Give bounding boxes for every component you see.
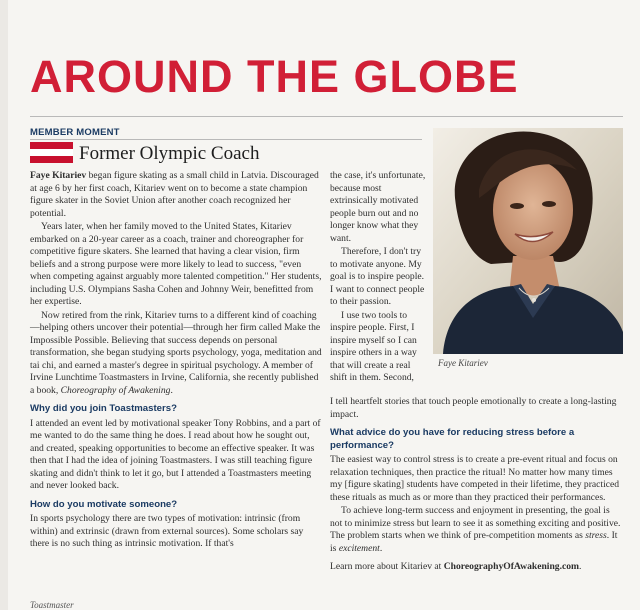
retirement-end: .	[170, 384, 173, 396]
middle-paragraph-3: I use two tools to inspire people. First, I inspire myself so I can inspire others in a way that will create a real shift in them. Second,	[330, 309, 417, 383]
photo-caption: Faye Kitariev	[438, 358, 488, 368]
flag-stripe-top	[30, 142, 73, 149]
emphasis-stress: stress	[585, 530, 607, 541]
middle-column	[330, 170, 426, 386]
question-join-toastmasters: Why did you join Toastmasters?	[30, 403, 177, 414]
continued-paragraph: I tell heartfelt stories that touch people emotionally to create a long-lasting impact.	[330, 396, 617, 420]
answer-stress-2	[330, 505, 623, 555]
section-kicker: MEMBER MOMENT	[30, 127, 120, 138]
page-footer: Toastmaster	[30, 600, 74, 610]
emphasis-excitement: excitement	[338, 542, 380, 554]
flag-stripe-bottom	[30, 156, 73, 163]
answer-motivate: In sports psychology there are two types of motivation: intrinsic (from within) and extrinsic (drawn from external sources). Some scholars say there is no such thing as intrinsic motivation. If that's	[30, 513, 304, 549]
retirement-paragraph	[30, 310, 322, 398]
middle-paragraph-1: the case, it's unfortunate, because most extrinsically motivated people burn out and no longer know what they want.	[330, 170, 426, 244]
retirement-text: Now retired from the rink, Kitariev turns to a different kind of coaching—helping others uncover their potential—through her firm called Make the Impossible Possible. Believing that success depends on personal transformation, she began studying sports psychology, yoga, meditation and tai chi, and earned a master's degree in spiritual psychology. A member of Irvine Lunchtime Toastmasters in Irvine, California, she recently published a book,	[30, 309, 322, 396]
answer-stress-2-mid: . It is	[330, 530, 618, 554]
answer-join-toastmasters: I attended an event led by motivational speaker Tony Robbins, and a part of me wanted to do the same thing he does. I read about how he sought out, and created, speaking opportunities to become an effective speaker. It was then that I had the idea of joining Toastmasters. I was still teaching figure skating and didn't think to let it go, but I attended a Toastmasters meeting and never looked back.	[30, 417, 321, 491]
right-column	[330, 396, 623, 575]
learn-more-text: Learn more about Kitariev at	[330, 561, 444, 572]
question-stress: What advice do you have for reducing stress before a performance?	[330, 427, 575, 451]
question-motivate: How do you motivate someone?	[30, 498, 178, 510]
middle-paragraph-2: Therefore, I don't try to motivate anyone. My goal is to inspire people. I want to connect people to their passion.	[330, 246, 425, 307]
intro-lead-name: Faye Kitariev	[30, 170, 87, 181]
website-link[interactable]: ChoreographyOfAwakening.com	[443, 561, 580, 572]
answer-stress-2-end: .	[379, 542, 383, 554]
kicker-rule	[30, 139, 422, 140]
career-paragraph: Years later, when her family moved to the United States, Kitariev embarked on a 20-year career as a coach, trainer and choreographer for competitive figure skaters. She learned that having a clear vision, firm beliefs and a strong purpose were more likely to lead to success, "even when competing against arguably more talented competition." Her students, including U.S. Olympians Sasha Cohen and Johnny Weir, benefitted from her expertise.	[30, 221, 322, 307]
book-title: Choreography of Awakening	[60, 384, 171, 396]
portrait-photo	[433, 128, 623, 354]
magazine-page	[8, 0, 640, 610]
title-rule	[30, 116, 623, 117]
learn-more-end: .	[579, 561, 582, 572]
flag-stripe-middle	[30, 149, 73, 156]
portrait-image	[433, 128, 623, 354]
answer-stress-1: The easiest way to control stress is to create a pre-event ritual and focus on relaxation techniques, then practice the ritual! No matter how many times my [figure skating] students have competed in their lifetime, they practiced these rituals as much as or more than they practiced their performances.	[330, 454, 620, 503]
latvia-flag-icon	[30, 142, 73, 163]
article-subtitle: Former Olympic Coach	[79, 143, 260, 164]
page-title: AROUND THE GLOBE	[30, 51, 519, 102]
left-column	[30, 170, 322, 552]
intro-paragraph	[30, 170, 322, 220]
answer-stress-2-text: To achieve long-term success and enjoyment in presenting, the goal is not to minimize stress but learn to see it as something exciting and positive. The problem starts when we think of pre-competition moments as	[330, 505, 621, 541]
learn-more-line	[330, 561, 623, 574]
intro-text: began figure skating as a small child in Latvia. Discouraged at age 6 by her first coach, Kitariev went on to become a state champion figure skater in the Soviet Union after another coach recognized her potential.	[30, 170, 319, 219]
